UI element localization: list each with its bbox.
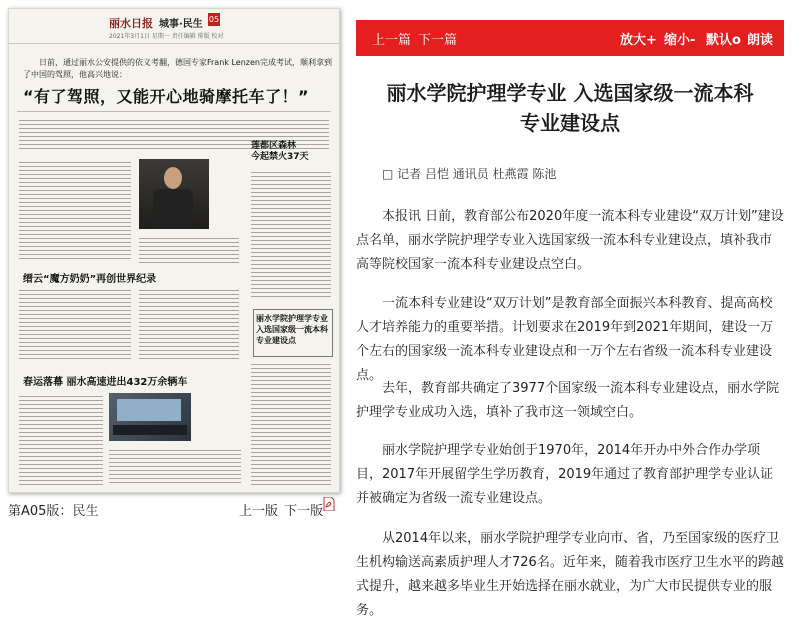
newspaper-text-block bbox=[19, 393, 103, 485]
article-paragraph: 去年，教育部共确定了3977个国家级一流本科专业建设点，丽水学院护理学专业成功入选，填补了我市这一领域空白。 bbox=[356, 381, 780, 420]
zoom-in-button[interactable]: 放大+ bbox=[620, 33, 657, 48]
newspaper-text-block bbox=[251, 361, 331, 485]
newspaper-subhead: 丽水学院护理学专业 入选国家级一流本科 专业建设点 bbox=[256, 314, 328, 345]
newspaper-text-block bbox=[19, 287, 131, 359]
article-title-line: 丽水学院护理学专业 入选国家级一流本科 bbox=[386, 81, 754, 105]
prev-page-link[interactable]: 上一版 bbox=[239, 504, 279, 519]
article-paragraph: 从2014年以来，丽水学院护理学专业向市、省，乃至国家级的医疗卫生机构输送高素质护理人才726名。近年来，随着我市医疗卫生水平的跨越式提升，越来越多毕业生开始选择在丽水就业，为广大市民提供专业的服务。 bbox=[356, 531, 784, 618]
newspaper-text-block bbox=[139, 287, 239, 359]
newspaper-panel bbox=[0, 0, 345, 610]
newspaper-text-block bbox=[139, 235, 239, 263]
newspaper-masthead: 丽水日报 bbox=[109, 17, 153, 30]
newspaper-header bbox=[9, 9, 339, 44]
read-aloud-button[interactable]: 朗读 bbox=[747, 33, 774, 48]
newspaper-section: 城事·民生 bbox=[159, 19, 203, 30]
article-title bbox=[356, 78, 784, 138]
newspaper-subhead: 莲都区森林 今起禁火37天 bbox=[251, 141, 309, 162]
article-toolbar bbox=[356, 20, 784, 56]
page-pager bbox=[239, 500, 323, 519]
page-caption-value: 民生 bbox=[72, 504, 99, 519]
prev-article-button[interactable]: 上一篇 bbox=[372, 33, 412, 48]
article-panel bbox=[356, 20, 784, 618]
newspaper-photo bbox=[109, 393, 191, 441]
newspaper-photo bbox=[139, 159, 209, 229]
newspaper-text-block bbox=[19, 159, 131, 259]
page-caption bbox=[8, 500, 98, 519]
newspaper-intro-line: 了中国的驾照，他高兴地说： bbox=[23, 70, 127, 79]
article-byline: □ 记者 吕恺 通讯员 杜燕霞 陈池 bbox=[382, 167, 557, 181]
newspaper-subhead: 春运落幕 丽水高速进出432万余辆车 bbox=[23, 377, 188, 388]
newspaper-page-number: 05 bbox=[208, 15, 220, 24]
article-title-line: 专业建设点 bbox=[520, 111, 620, 135]
zoom-out-button[interactable]: 缩小- bbox=[664, 33, 696, 48]
next-article-button[interactable]: 下一篇 bbox=[418, 33, 458, 48]
newspaper-info: 2021年3月1日 星期一 责任编辑 排版 校对 bbox=[109, 33, 224, 40]
page-caption-label: 第A05版： bbox=[8, 504, 73, 519]
article-paragraph: 本报讯 日前，教育部公布2020年度一流本科专业建设“双万计划”建设点名单，丽水学院护理学专业入选国家级一流本科专业建设点，填补我市高等院校国家一流本科专业建设点空白。 bbox=[356, 209, 784, 272]
newspaper-headline: “有了驾照，又能开心地骑摩托车了！” bbox=[23, 87, 310, 106]
article-paragraph: 一流本科专业建设“双万计划”是教育部全面振兴本科教育、提高高校人才培养能力的重要举措。计划要求在2019年到2021年期间，建设一万个左右的国家级一流本科专业建设点和一万个左右省级一流本科专业建设点。 bbox=[356, 296, 774, 383]
newspaper-text-block bbox=[251, 169, 331, 299]
newspaper-page-image[interactable] bbox=[8, 8, 340, 493]
divider bbox=[17, 111, 331, 112]
next-page-link[interactable]: 下一版 bbox=[284, 504, 324, 519]
newspaper-intro-line: 日前，通过丽水公安提供的依义考翻，德国专家Frank Lenzen完成考试，顺利拿到 bbox=[39, 58, 332, 67]
newspaper-subhead: 缙云“魔方奶奶”再创世界纪录 bbox=[23, 274, 157, 285]
default-size-button[interactable]: 默认o bbox=[706, 33, 741, 48]
article-paragraph: 丽水学院护理学专业始创于1970年，2014年开办中外合作办学项目，2017年开展留学生学历教育，2019年通过了教育部护理学专业认证并被确定为省级一流专业建设点。 bbox=[356, 443, 774, 506]
newspaper-text-block bbox=[109, 447, 241, 485]
pdf-icon[interactable] bbox=[323, 497, 335, 511]
